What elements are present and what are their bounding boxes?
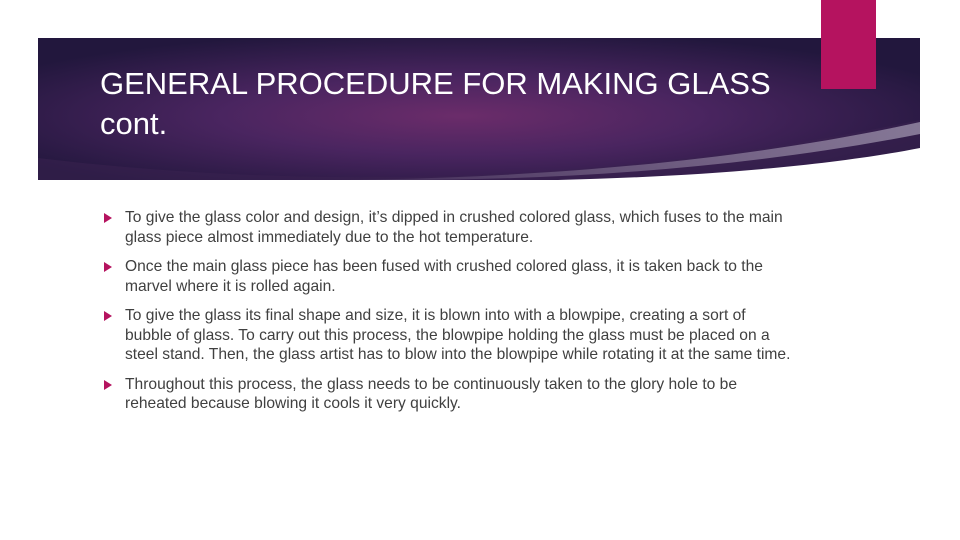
- bullet-item: [104, 257, 794, 296]
- triangle-bullet-icon: [104, 380, 112, 390]
- bullet-text: Once the main glass piece has been fused with crushed colored glass, it is taken back to the marvel where it is rolled again.: [125, 258, 763, 295]
- slide-title: GENERAL PROCEDURE FOR MAKING GLASS cont.: [100, 66, 771, 141]
- triangle-bullet-icon: [104, 213, 112, 223]
- accent-block: [821, 0, 876, 89]
- bullet-item: [104, 375, 794, 414]
- bullet-text: Throughout this process, the glass needs to be continuously taken to the glory hole to be reheated because blowing it cools it very quickly.: [125, 375, 738, 412]
- bullet-text: To give the glass its final shape and size, it is blown into with a blowpipe, creating a sort of bubble of glass. To carry out this process, the blowpipe holding the glass must be placed on a steel stand. Then, the glass artist has to blow into the blowpipe while rotating it at the same time.: [125, 307, 791, 363]
- bullet-text: To give the glass color and design, it’s dipped in crushed colored glass, which fuses to the main glass piece almost immediately due to the hot temperature.: [125, 209, 783, 246]
- bullet-item: [104, 208, 794, 247]
- triangle-bullet-icon: [104, 262, 112, 272]
- bullet-item: [104, 306, 794, 365]
- title-banner: [38, 38, 920, 180]
- bullet-list: [104, 208, 794, 424]
- triangle-bullet-icon: [104, 311, 112, 321]
